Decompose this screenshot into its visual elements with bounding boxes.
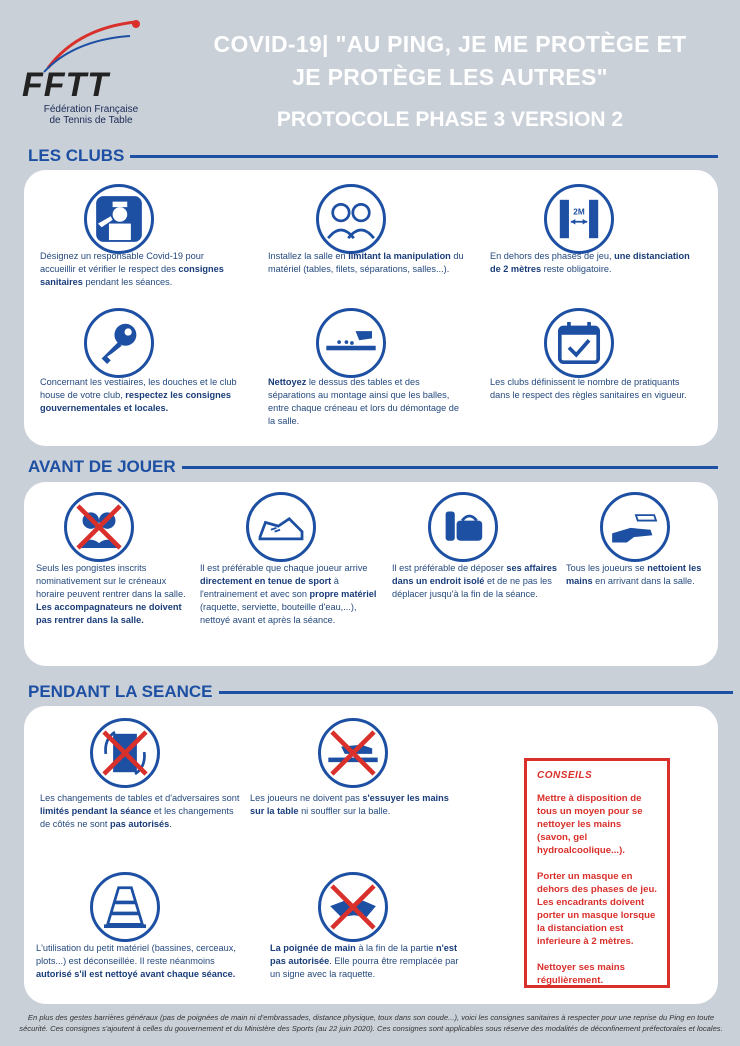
- no-table-change-icon: [90, 718, 160, 788]
- distance-icon: [544, 184, 614, 254]
- advice-3: Nettoyer ses mains régulièrement.: [537, 962, 625, 986]
- calendar-check-icon: [544, 308, 614, 378]
- personal-belongings-icon: [428, 492, 498, 562]
- avant-item-4: Tous les joueurs se nettoient les mains en arrivant dans la salle.: [566, 563, 702, 586]
- cone-icon: [90, 872, 160, 942]
- avant-panel: [24, 482, 718, 666]
- table-cleaning-icon: [316, 308, 386, 378]
- clubs-item-3: En dehors des phases de jeu, une distanciation de 2 mètres reste obligatoire.: [490, 251, 690, 274]
- fftt-logo: [18, 18, 158, 128]
- sport-shoe-icon: [246, 492, 316, 562]
- page-header: [170, 28, 730, 132]
- pendant-item-3: L'utilisation du petit matériel (bassines, cerceaux, plots...) est déconseillée. Il reste néanmoins autorisé s'il est nettoyé avant chaque séance.: [36, 943, 236, 979]
- clubs-item-1: Désignez un responsable Covid-19 pour accueillir et vérifier le respect des consignes sanitaires pendant les séances.: [40, 251, 224, 287]
- no-accompanying-icon: [64, 492, 134, 562]
- distance-label: 2M: [573, 207, 585, 217]
- security-guard-icon: [84, 184, 154, 254]
- page-title-line1: COVID-19| "AU PING, JE ME PROTÈGE ET: [213, 31, 687, 57]
- pendant-item-2: Les joueurs ne doivent pas s'essuyer les mains sur la table ni souffler sur la balle.: [250, 793, 449, 816]
- section-title-pendant: PENDANT LA SEANCE: [28, 682, 733, 702]
- avant-item-1: Seuls les pongistes inscrits nominativement sur le créneaux horaire peuvent rentrer dans la salle. Les accompagnateurs ne doivent pas rentrer dans la salle.: [36, 563, 186, 625]
- clubs-panel: [24, 170, 718, 446]
- clubs-item-6: Les clubs définissent le nombre de pratiquants dans le respect des règles sanitaires en vigueur.: [490, 377, 687, 400]
- no-hand-on-table-icon: [318, 718, 388, 788]
- people-icon: [316, 184, 386, 254]
- key-icon: [84, 308, 154, 378]
- logo-federation: Fédération Française de Tennis de Table: [43, 104, 139, 126]
- hand-washing-icon: [600, 492, 670, 562]
- section-title-clubs: LES CLUBS: [28, 146, 718, 166]
- advice-1: Mettre à disposition de tous un moyen pour se nettoyer les mains (savon, gel hydroalcoolique...).: [537, 793, 643, 856]
- logo-text: FFTT: [22, 66, 110, 104]
- advice-2: Porter un masque en dehors des phases de jeu. Les encadrants doivent porter un masque lorsque la distanciation est inferieure à 2 mètres.: [537, 871, 657, 947]
- avant-item-2: Il est préférable que chaque joueur arrive directement en tenue de sport à l'entrainement et avec son propre matériel (raquette, serviette, bouteille d'eau,...), nettoyé avant et après la séance.: [200, 563, 377, 625]
- page-subtitle: PROTOCOLE PHASE 3 VERSION 2: [276, 108, 624, 131]
- pendant-item-1: Les changements de tables et d'adversaires sont limités pendant la séance et les changements de côtés ne sont pas autorisés.: [40, 793, 240, 829]
- advice-title: CONSEILS: [537, 770, 593, 781]
- footer-note: En plus des gestes barrières généraux (pas de poignées de main ni d'embrassades, distance physique, toux dans son coude...), voici les consignes sanitaires à respecter pour une reprise du Ping en toute sécurité. Ces consignes s'ajoutent à celles du gouvernement et du Ministère des Sports (au 22 juin 2020). Ces consignes sont applicables sous réserve des modalités de déconfinement préfectorales et locales.: [19, 1013, 723, 1033]
- clubs-item-2: Installez la salle en limitant la manipulation du matériel (tables, filets, séparations, salles...).: [268, 251, 464, 274]
- section-title-avant: AVANT DE JOUER: [28, 457, 718, 477]
- clubs-item-4: Concernant les vestiaires, les douches et le club house de votre club, respectez les consignes gouvernementales et locales.: [40, 377, 237, 413]
- no-handshake-icon: [318, 872, 388, 942]
- advice-box: [524, 758, 670, 988]
- page-title-line2: JE PROTÈGE LES AUTRES": [292, 64, 608, 90]
- avant-item-3: Il est préférable de déposer ses affaires dans un endroit isolé et de ne pas les déplacer jusqu'à la fin de la séance.: [392, 563, 557, 599]
- clubs-item-5: Nettoyez le dessus des tables et des séparations au montage ainsi que les balles, entre chaque créneau et lors du démontage de la salle.: [268, 377, 460, 426]
- pendant-item-4: La poignée de main à la fin de la partie n'est pas autorisée. Elle pourra être remplacée par un signe avec la raquette.: [270, 943, 459, 979]
